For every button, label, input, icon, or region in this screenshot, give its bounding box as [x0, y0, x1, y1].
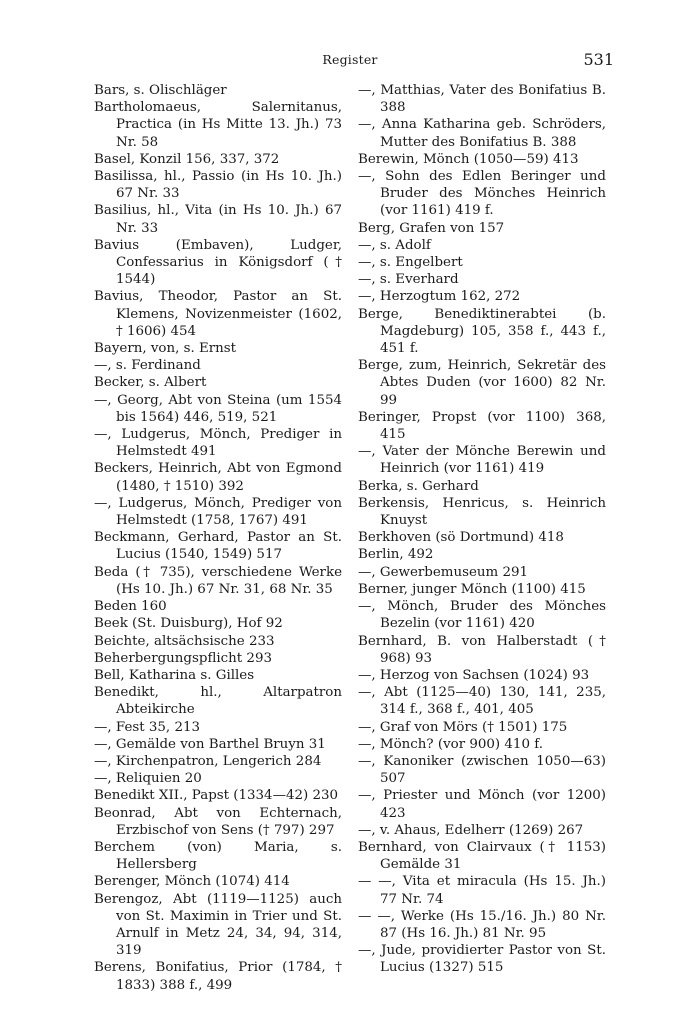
register-entry: Bernhard, von Clairvaux († 1153) Gemälde 31 — [358, 839, 606, 873]
register-entry: Berge, Benediktinerabtei (b. Magdeburg) 105, 358 f., 443 f., 451 f. — [358, 306, 606, 357]
register-entry: Berge, zum, Heinrich, Sekretär des Abtes Duden (vor 1600) 82 Nr. 99 — [358, 358, 606, 408]
register-entry: —, Graf von Mörs († 1501) 175 — [358, 719, 568, 735]
register-entry: —, s. Everhard — [358, 272, 459, 288]
register-entry: Beonrad, Abt von Echternach, Erzbischof von Sens († 797) 297 — [94, 805, 342, 838]
register-entry: Berka, s. Gerhard — [358, 478, 479, 494]
register-entry: Berengoz, Abt (1119—1125) auch von St. Maximin in Trier und St. Arnulf in Metz 24, 34, 94, 314, 319 — [94, 891, 342, 959]
register-entry: Berlin, 492 — [358, 547, 434, 563]
register-entry: Berkensis, Henricus, s. Heinrich Knuyst — [358, 495, 606, 529]
register-entry: Benedikt XII., Papst (1334—42) 230 — [94, 788, 339, 804]
register-entry: —, Matthias, Vater des Bonifatius B. 388 — [358, 83, 606, 116]
register-entry: Beringer, Propst (vor 1100) 368, 415 — [358, 409, 606, 443]
register-entry: Benedikt, hl., Altarpatron Abteikirche — [94, 685, 342, 718]
register-entry: Basilius, hl., Vita (in Hs 10. Jh.) 67 Nr. 33 — [94, 203, 342, 236]
register-entry: —, Sohn des Edlen Beringer und Bruder des Mönches Heinrich (vor 1161) 419 f. — [358, 169, 606, 219]
register-entry: —, Ludgerus, Mönch, Prediger von Helmstedt (1758, 1767) 491 — [94, 495, 342, 529]
register-entry: Berg, Grafen von 157 — [358, 220, 505, 236]
register-entry: —, Herzog von Sachsen (1024) 93 — [358, 667, 590, 683]
register-entry: —, Georg, Abt von Steina (um 1554 bis 1564) 446, 519, 521 — [94, 392, 342, 425]
register-entry: —, Mönch? (vor 900) 410 f. — [358, 736, 543, 752]
register-entry: —, Anna Katharina geb. Schröders, Mutter des Bonifatius B. 388 — [358, 117, 606, 150]
running-header: Register — [322, 52, 378, 67]
register-entry: Beden 160 — [94, 599, 167, 615]
register-entry: Bartholomaeus, Salernitanus, Practica (in Hs Mitte 13. Jh.) 73 Nr. 58 — [94, 100, 342, 150]
register-entry: —, s. Ferdinand — [94, 358, 201, 374]
register-entry: — —, Werke (Hs 15./16. Jh.) 80 Nr. 87 (Hs 16. Jh.) 81 Nr. 95 — [358, 908, 606, 941]
register-entry: Basilissa, hl., Passio (in Hs 10. Jh.) 67 Nr. 33 — [94, 169, 342, 202]
register-entry: —, Ludgerus, Mönch, Prediger in Helmstedt 491 — [94, 427, 342, 460]
register-entry: —, Kirchenpatron, Lengerich 284 — [94, 753, 322, 769]
register-entry: —, Gemälde von Barthel Bruyn 31 — [94, 736, 326, 752]
register-entry: —, Gewerbemuseum 291 — [358, 564, 529, 580]
register-entry: Beda († 735), verschiedene Werke (Hs 10. Jh.) 67 Nr. 31, 68 Nr. 35 — [94, 564, 342, 597]
register-entry: —, s. Adolf — [358, 237, 431, 253]
register-column-left — [94, 82, 342, 994]
register-entry: Bayern, von, s. Ernst — [94, 341, 237, 357]
register-entry: Berenger, Mönch (1074) 414 — [94, 874, 290, 890]
register-entry: Beherbergungspflicht 293 — [94, 650, 272, 666]
register-entry: —, Kanoniker (zwischen 1050—63) 507 — [358, 753, 606, 787]
register-entry: Beichte, altsächsische 233 — [94, 633, 275, 649]
register-entry: —, Priester und Mönch (vor 1200) 423 — [358, 788, 606, 821]
register-entry: Beek (St. Duisburg), Hof 92 — [94, 616, 283, 632]
register-entry: Bavius (Embaven), Ludger, Confessarius in Königsdorf († 1544) — [94, 237, 342, 288]
register-entry: —, Herzogtum 162, 272 — [358, 289, 521, 305]
register-entry: Berewin, Mönch (1050—59) 413 — [358, 151, 579, 167]
register-entry: —, Mönch, Bruder des Mönches Bezelin (vor 1161) 420 — [358, 599, 606, 632]
register-entry: —, Abt (1125—40) 130, 141, 235, 314 f., 368 f., 401, 405 — [358, 685, 606, 718]
register-entry: —, v. Ahaus, Edelherr (1269) 267 — [358, 822, 584, 838]
register-column-right — [358, 82, 606, 977]
register-entry: Basel, Konzil 156, 337, 372 — [94, 151, 280, 167]
register-entry: Bavius, Theodor, Pastor an St. Klemens, Novizenmeister (1602, † 1606) 454 — [94, 289, 342, 339]
register-entry: Bell, Katharina s. Gilles — [94, 667, 255, 683]
register-entry: Berkhoven (sö Dortmund) 418 — [358, 530, 564, 546]
register-entry: Berens, Bonifatius, Prior (1784, † 1833) 388 f., 499 — [94, 960, 342, 993]
register-entry: Becker, s. Albert — [94, 375, 207, 391]
register-entry: —, Vater der Mönche Berewin und Heinrich (vor 1161) 419 — [358, 444, 606, 477]
register-entry: Bars, s. Olischläger — [94, 83, 227, 98]
register-entry: Beckmann, Gerhard, Pastor an St. Lucius (1540, 1549) 517 — [94, 530, 342, 563]
page-number: 531 — [583, 50, 614, 69]
register-entry: —, Reliquien 20 — [94, 771, 202, 787]
register-entry: Berchem (von) Maria, s. Hellersberg — [94, 839, 342, 873]
register-entry: Bernhard, B. von Halberstadt († 968) 93 — [358, 633, 606, 666]
register-entry: —, Jude, providierter Pastor von St. Lucius (1327) 515 — [358, 943, 606, 976]
register-entry: — —, Vita et miracula (Hs 15. Jh.) 77 Nr. 74 — [358, 874, 606, 907]
register-entry: —, s. Engelbert — [358, 255, 463, 271]
register-entry: Berner, junger Mönch (1100) 415 — [358, 581, 586, 597]
register-entry: —, Fest 35, 213 — [94, 719, 201, 735]
register-entry: Beckers, Heinrich, Abt von Egmond (1480, † 1510) 392 — [94, 461, 342, 494]
